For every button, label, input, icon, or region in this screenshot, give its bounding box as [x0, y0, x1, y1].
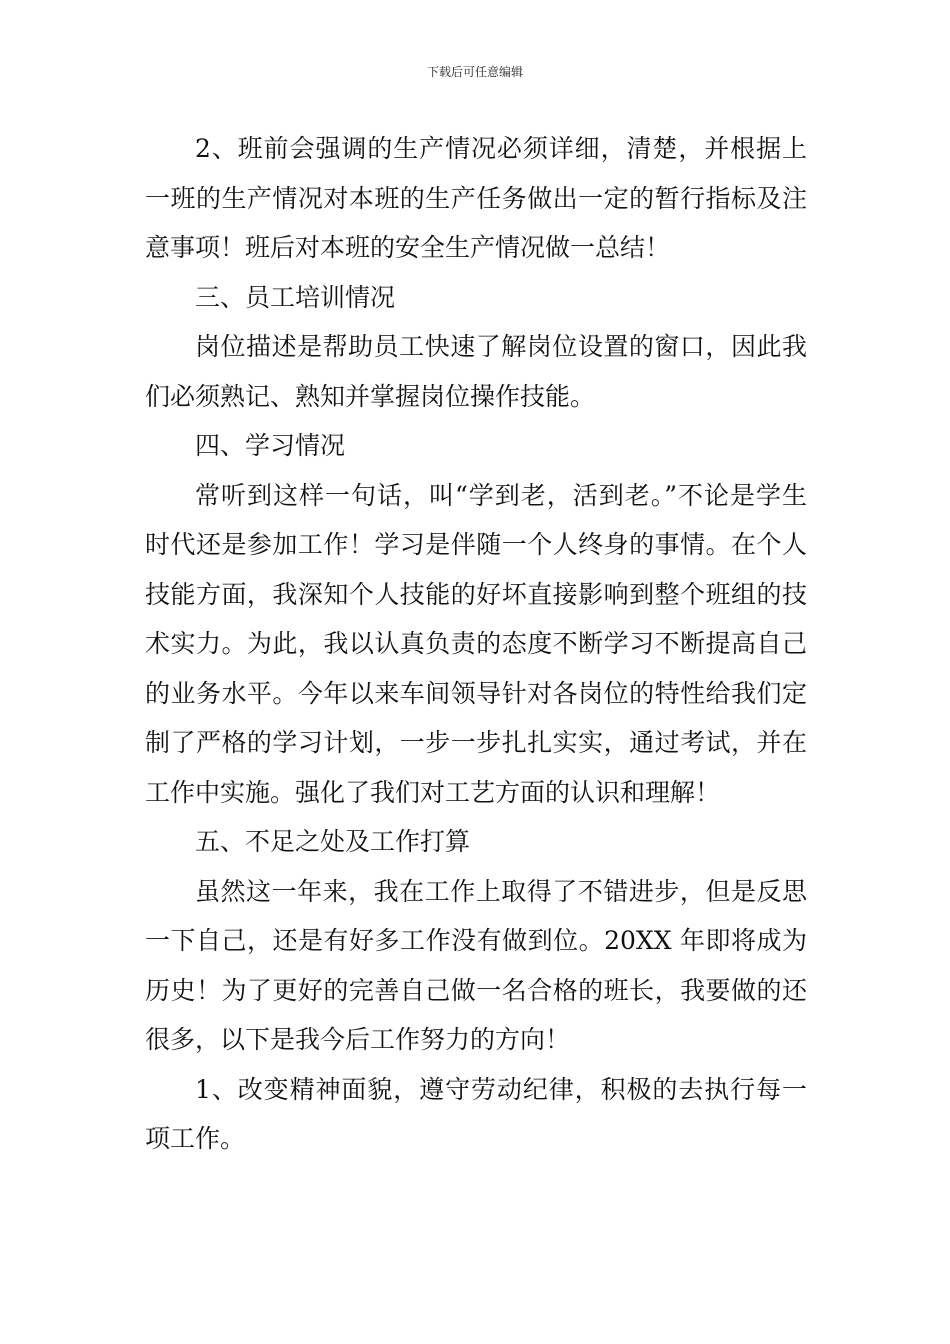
paragraph-plan-item-1: 1、改变精神面貌，遵守劳动纪律，积极的去执行每一项工作。	[145, 1074, 807, 1153]
paragraph-shift-meeting: 2、班前会强调的生产情况必须详细，清楚，并根据上一班的生产情况对本班的生产任务做出一定的暂行指标及注意事项！班后对本班的安全生产情况做一总结！	[145, 134, 807, 262]
heading-shortcomings-plans: 五、不足之处及工作打算	[195, 827, 471, 856]
paragraph-learning: 常听到这样一句话，叫“学到老，活到老。”不论是学生时代还是参加工作！学习是伴随一个人终身的事情。在个人技能方面，我深知个人技能的好坏直接影响到整个班组的技术实力。为此，我以认真负责的态度不断学习不断提高自己的业务水平。今年以来车间领导针对各岗位的特性给我们定制了严格的学习计划，一步一步扎扎实实，通过考试，并在工作中实施。强化了我们对工艺方面的认识和理解！	[145, 480, 807, 807]
paragraph-job-description: 岗位描述是帮助员工快速了解岗位设置的窗口，因此我们必须熟记、熟知并掌握岗位操作技能。	[145, 332, 807, 411]
paragraph-reflection: 虽然这一年来，我在工作上取得了不错进步，但是反思一下自己，还是有好多工作没有做到位。20XX 年即将成为历史！为了更好的完善自己做一名合格的班长，我要做的还很多，以下是我今后工作努力的方向！	[145, 876, 807, 1054]
page-header: 下载后可任意编辑	[426, 65, 523, 79]
document-body	[145, 124, 807, 1164]
heading-staff-training: 三、员工培训情况	[195, 282, 396, 312]
heading-learning: 四、学习情况	[195, 431, 346, 460]
